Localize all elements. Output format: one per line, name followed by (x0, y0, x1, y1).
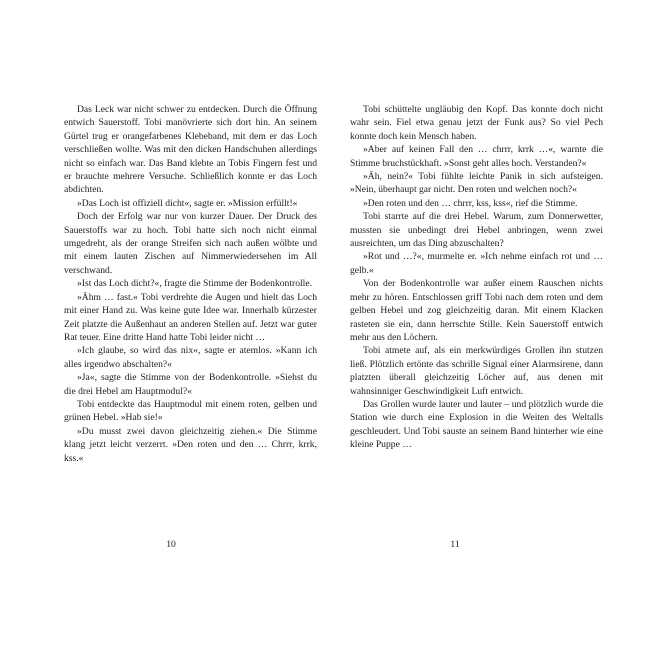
right-page (350, 103, 603, 452)
paragraph: Das Grollen wurde lauter und lauter – und plötzlich wurde die Station wie durch eine Explosion in die Weiten des Weltalls geschleudert. Und Tobi sauste an seinem Band hinterher wie eine kleine Puppe … (350, 398, 603, 451)
paragraph: »Aber auf keinen Fall den … chrrr, krrk …«, warnte die Stimme bruchstückhaft. »Sonst geht alles hoch. Verstanden?« (350, 144, 603, 169)
paragraph: »Den roten und den … chrrr, kss, kss«, rief die Stimme. (363, 197, 578, 209)
page-number-right: 11 (450, 539, 460, 550)
paragraph: »Ich glaube, so wird das nix«, sagte er atemlos. »Kann ich alles irgendwo abschalten?« (64, 345, 317, 370)
paragraph: »Ist das Loch dicht?«, fragte die Stimme der Bodenkontrolle. (77, 278, 312, 290)
paragraph: »Du musst zwei davon gleichzeitig ziehen.« Die Stimme klang jetzt leicht verzerrt. »Den roten und den … Chrrr, krrk, kss.« (64, 425, 317, 464)
page-number-left: 10 (166, 539, 176, 550)
paragraph: Tobi schüttelte ungläubig den Kopf. Das konnte doch nicht wahr sein. Fiel etwa genau jetzt der Funk aus? So viel Pech konnte doch kein Mensch haben. (350, 104, 603, 142)
paragraph: »Das Loch ist offiziell dicht«, sagte er. »Mission erfüllt!« (77, 197, 298, 209)
paragraph: »Ähm … fast.« Tobi verdrehte die Augen und hielt das Loch mit einer Hand zu. Was keine gute Idee war. Innerhalb kürzester Zeit platzte die Außenhaut an anderen Stellen auf. Jetzt war guter Rat teuer. Eine dritte Hand hatte Tobi leider nicht … (64, 291, 317, 343)
paragraph: Tobi starrte auf die drei Hebel. Warum, zum Donnerwetter, mussten sie unbedingt drei Hebel anbringen, wenn zwei ausreichten, um das Ding abzuschalten? (350, 211, 603, 250)
paragraph: »Rot und …?«, murmelte er. »Ich nehme einfach rot und … gelb.« (350, 251, 603, 276)
paragraph: Tobi atmete auf, als ein merkwürdiges Grollen ihn stutzen ließ. Plötzlich ertönte das schrille Signal einer Alarmsirene, dann platzten überall gleichzeitig Löcher auf, aus denen mit wahnsinniger Geschwindigkeit Luft entwich. (350, 345, 603, 397)
paragraph: Das Leck war nicht schwer zu entdecken. Durch die Öffnung entwich Sauerstoff. Tobi manövrierte sich dort hin. An seinem Gürtel trug er orangefarbenes Klebeband, mit dem er das Loch verschließen wollte. Was mit den dicken Handschuhen allerdings nicht so einfach war. Das Band klebte an Tobis Fingern fest und er brauchte mehrere Versuche. Schließlich konnte er das Loch abdichten. (64, 104, 317, 196)
paragraph: »Äh, nein?« Tobi fühlte leichte Panik in sich aufsteigen. »Nein, überhaupt gar nicht. Den roten und welchen noch?« (350, 171, 603, 196)
left-page (64, 103, 317, 465)
right-page-text (350, 103, 603, 452)
paragraph: Von der Bodenkontrolle war außer einem Rauschen nichts mehr zu hören. Entschlossen griff Tobi nach dem roten und dem gelben Hebel und zog gleichzeitig daran. Mit einem Klacken rasteten sie ein, dann herrschte Stille. Kein Sauerstoff entwich mehr aus den Löchern. (350, 278, 603, 343)
paragraph: Doch der Erfolg war nur von kurzer Dauer. Der Druck des Sauerstoffs war zu hoch. Tobi hatte sich noch nicht einmal umgedreht, als der orange Streifen sich nach außen wölbte und mit einem lauten Zischen auf Nimmerwiedersehen im All verschwand. (64, 211, 317, 276)
left-page-text (64, 103, 317, 465)
paragraph: Tobi entdeckte das Hauptmodul mit einem roten, gelben und grünen Hebel. »Hab sie!« (64, 398, 317, 424)
paragraph: »Ja«, sagte die Stimme von der Bodenkontrolle. »Siehst du die drei Hebel am Hauptmodul?« (64, 372, 317, 397)
